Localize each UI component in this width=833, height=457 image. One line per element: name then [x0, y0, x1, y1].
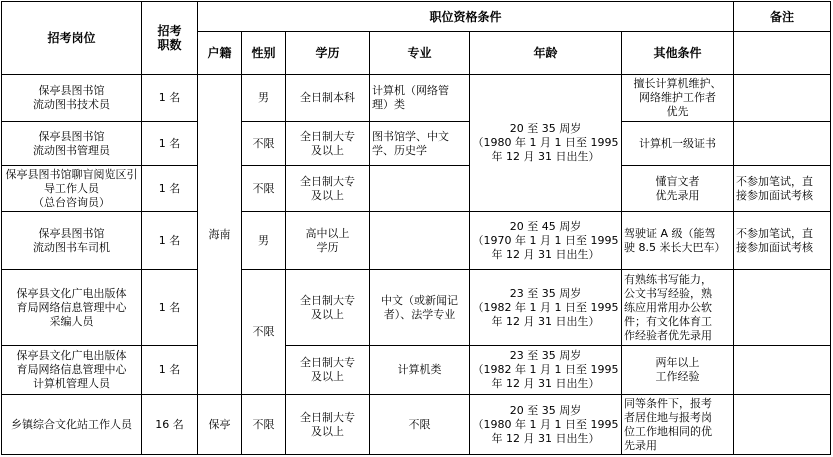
cell-major: 计算机类	[370, 346, 470, 395]
cell-remark	[734, 395, 831, 455]
cell-remark	[734, 346, 831, 395]
cell-position: 保亭县图书馆 流动图书管理员	[2, 122, 142, 166]
cell-other: 两年以上 工作经验	[622, 346, 734, 395]
table-row	[2, 75, 831, 122]
cell-gender-merged: 不限	[242, 270, 286, 395]
cell-quota: 1 名	[142, 75, 198, 122]
header-qualifications: 职位资格条件	[198, 2, 734, 32]
cell-other: 有熟练书写能力， 公文书写经验，熟 练应用常用办公软 件；有文化体育工 作经验者优先录用	[622, 270, 734, 346]
recruitment-table	[1, 1, 831, 455]
header-other: 其他条件	[622, 32, 734, 75]
cell-position: 保亭县图书馆 流动图书车司机	[2, 212, 142, 270]
cell-gender: 不限	[242, 166, 286, 212]
cell-quota: 1 名	[142, 212, 198, 270]
cell-major: 中文（或新闻记 者）、法学专业	[370, 270, 470, 346]
header-education: 学历	[286, 32, 370, 75]
cell-position: 保亭县图书馆聊盲阅览区引 导工作人员 （总台咨询员）	[2, 166, 142, 212]
header-huji: 户籍	[198, 32, 242, 75]
cell-major: 不限	[370, 395, 470, 455]
table-row	[2, 270, 831, 346]
cell-position: 保亭县文化广电出版体 育局网络信息管理中心 计算机管理人员	[2, 346, 142, 395]
cell-other: 同等条件下，报考 者居住地与报考岗 位工作地相同的优 先录用	[622, 395, 734, 455]
cell-major: 计算机（网络管 理）类	[370, 75, 470, 122]
cell-remark: 不参加笔试，直 接参加面试考核	[734, 212, 831, 270]
header-major: 专业	[370, 32, 470, 75]
cell-education: 全日制大专 及以上	[286, 122, 370, 166]
cell-quota: 1 名	[142, 166, 198, 212]
header-quota: 招考 职数	[142, 2, 198, 75]
cell-age: 23 至 35 周岁 （1982 年 1 月 1 日至 1995 年 12 月 31 日出生）	[470, 346, 622, 395]
table-row	[2, 212, 831, 270]
cell-education: 高中以上 学历	[286, 212, 370, 270]
cell-other: 计算机一级证书	[622, 122, 734, 166]
cell-position: 乡镇综合文化站工作人员	[2, 395, 142, 455]
cell-remark	[734, 122, 831, 166]
header-remarks-blank	[734, 32, 831, 75]
cell-gender: 男	[242, 212, 286, 270]
cell-quota: 16 名	[142, 395, 198, 455]
cell-huji-merged: 海南	[198, 75, 242, 395]
cell-huji: 保亭	[198, 395, 242, 455]
cell-remark	[734, 75, 831, 122]
cell-gender: 不限	[242, 122, 286, 166]
cell-other: 懂盲文者 优先录用	[622, 166, 734, 212]
cell-other: 驾驶证 A 级（能驾 驶 8.5 米长大巴车）	[622, 212, 734, 270]
table-row	[2, 346, 831, 395]
cell-remark: 不参加笔试，直 接参加面试考核	[734, 166, 831, 212]
cell-other: 擅长计算机维护、 网络维护工作者 优先	[622, 75, 734, 122]
table-row	[2, 122, 831, 166]
cell-education: 全日制大专 及以上	[286, 346, 370, 395]
cell-quota: 1 名	[142, 122, 198, 166]
cell-age: 20 至 35 周岁 （1980 年 1 月 1 日至 1995 年 12 月 31 日出生）	[470, 395, 622, 455]
header-age: 年龄	[470, 32, 622, 75]
cell-major: 图书馆学、中文 学、历史学	[370, 122, 470, 166]
header-gender: 性别	[242, 32, 286, 75]
table-row	[2, 395, 831, 455]
cell-gender: 不限	[242, 395, 286, 455]
cell-age: 23 至 35 周岁 （1982 年 1 月 1 日至 1995 年 12 月 31 日出生）	[470, 270, 622, 346]
cell-education: 全日制本科	[286, 75, 370, 122]
header-position: 招考岗位	[2, 2, 142, 75]
cell-age: 20 至 45 周岁 （1970 年 1 月 1 日至 1995 年 12 月 31 日出生）	[470, 212, 622, 270]
table-row	[2, 166, 831, 212]
header-row-1	[2, 2, 831, 32]
cell-education: 全日制大专 及以上	[286, 166, 370, 212]
cell-quota: 1 名	[142, 346, 198, 395]
cell-position: 保亭县图书馆 流动图书技术员	[2, 75, 142, 122]
cell-education: 全日制大专 及以上	[286, 270, 370, 346]
cell-major	[370, 212, 470, 270]
cell-education: 全日制大专 及以上	[286, 395, 370, 455]
cell-position: 保亭县文化广电出版体 育局网络信息管理中心 采编人员	[2, 270, 142, 346]
cell-remark	[734, 270, 831, 346]
cell-gender: 男	[242, 75, 286, 122]
cell-major	[370, 166, 470, 212]
cell-age-merged: 20 至 35 周岁 （1980 年 1 月 1 日至 1995 年 12 月 31 日出生）	[470, 75, 622, 212]
header-remarks: 备注	[734, 2, 831, 32]
cell-quota: 1 名	[142, 270, 198, 346]
